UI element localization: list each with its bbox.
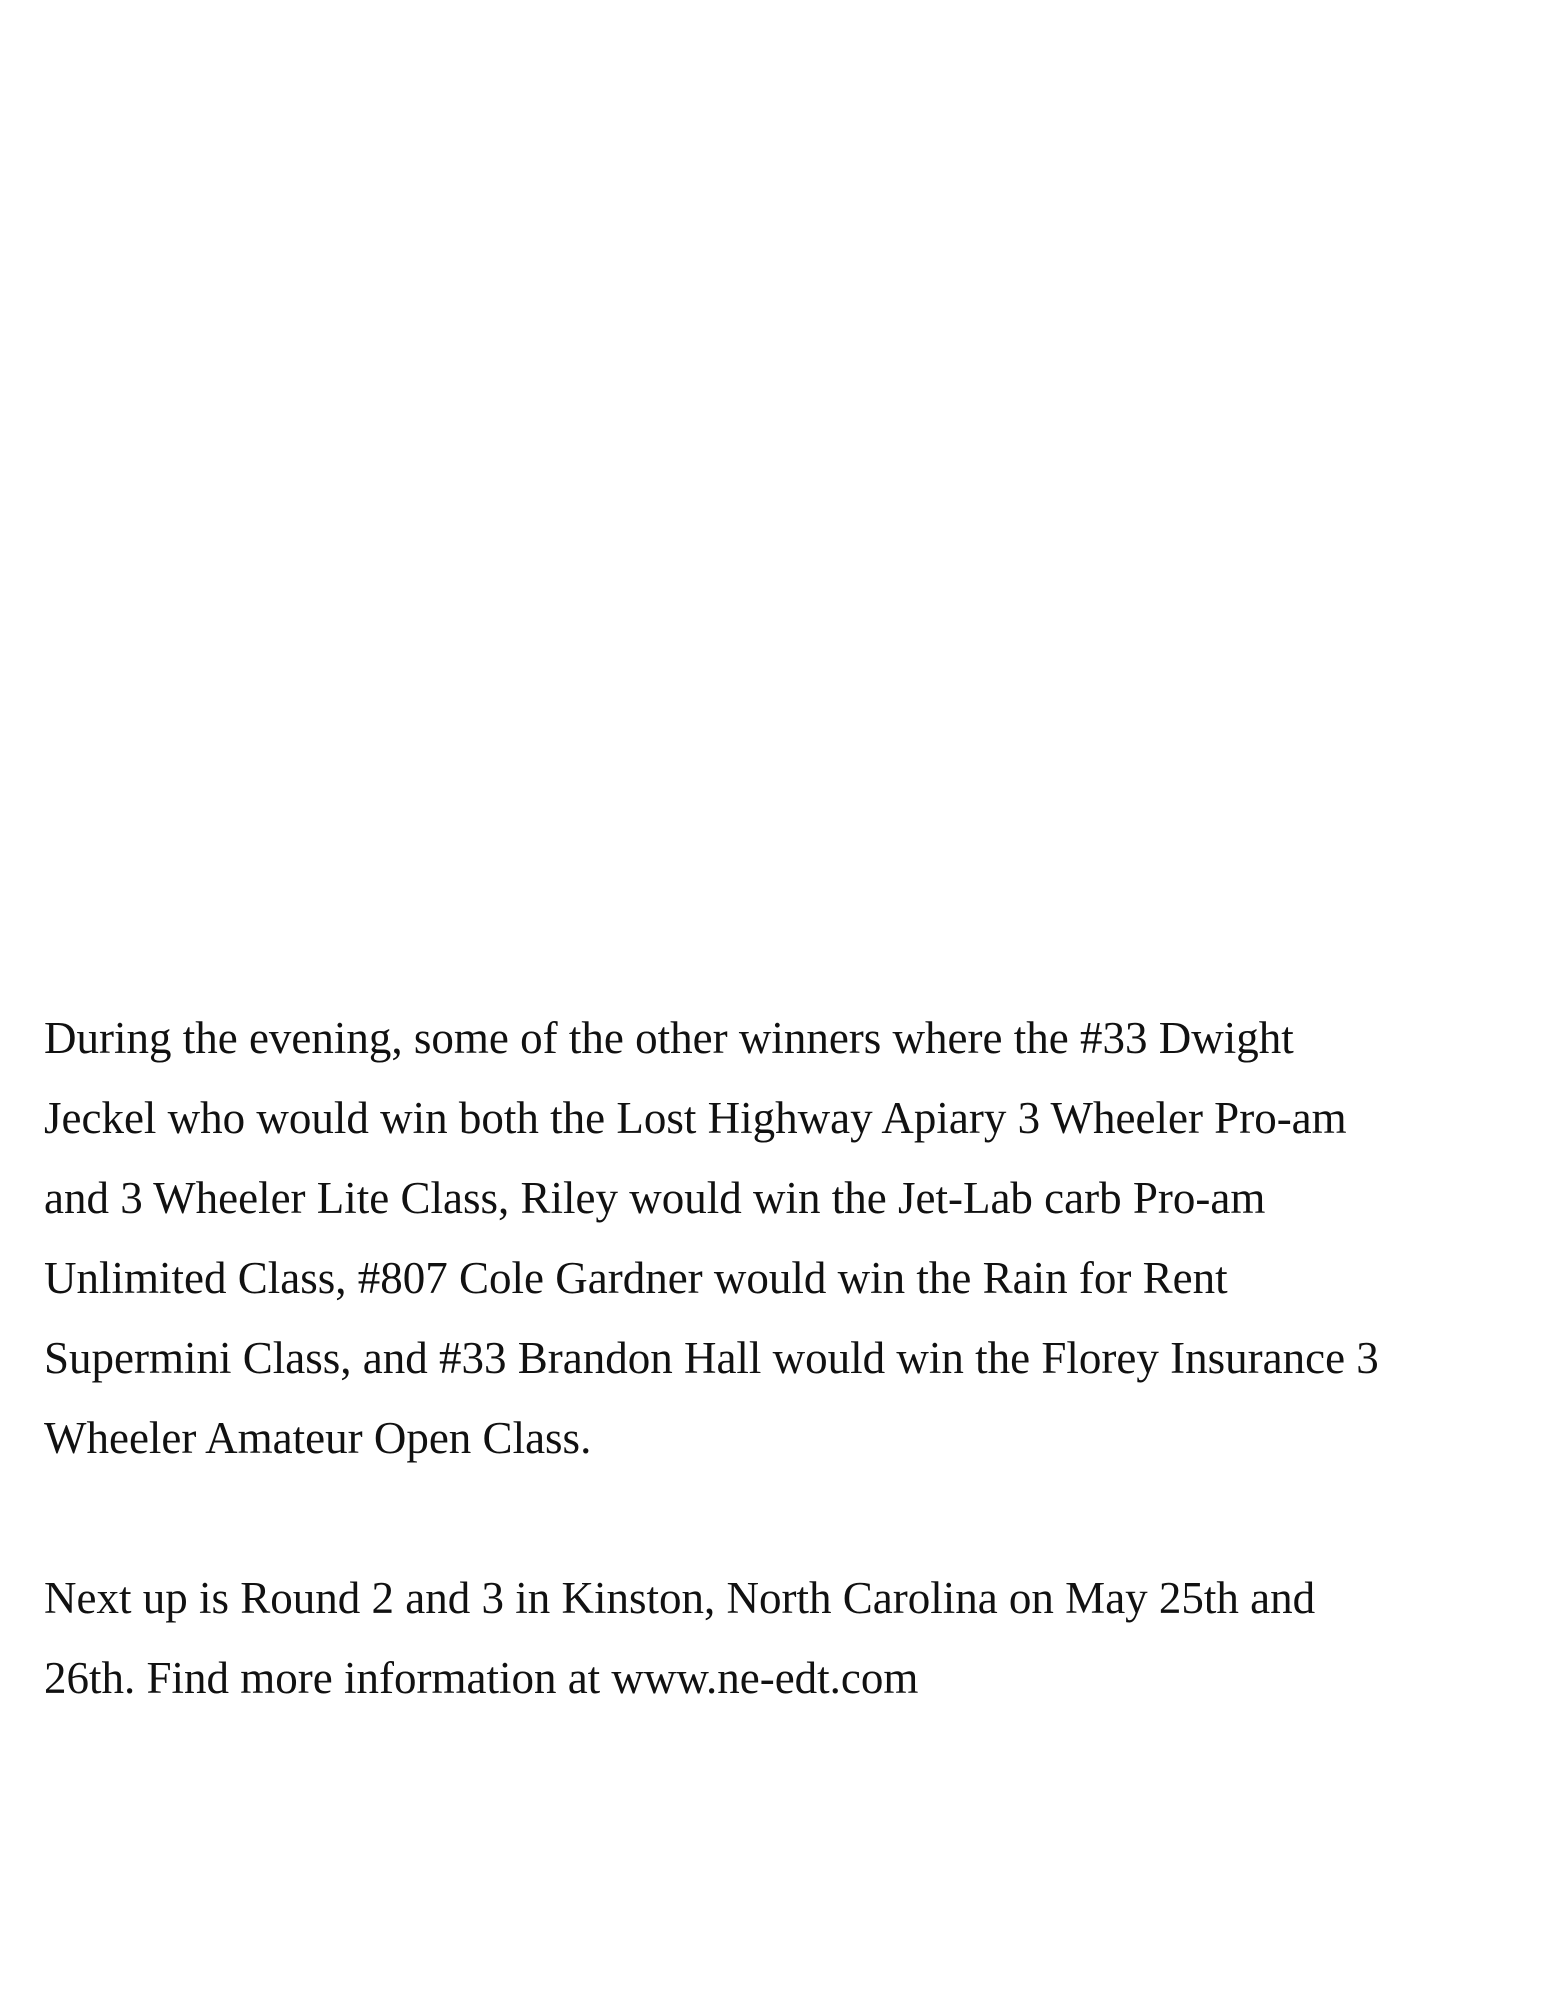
text-line: and 3 Wheeler Lite Class, Riley would win the Jet-Lab carb Pro-am <box>44 1173 1266 1223</box>
text-line: Supermini Class, and #33 Brandon Hall would win the Florey Insurance 3 <box>44 1333 1379 1383</box>
text-line: Next up is Round 2 and 3 in Kinston, North Carolina on May 25th and <box>44 1573 1316 1623</box>
text-line: Unlimited Class, #807 Cole Gardner would win the Rain for Rent <box>44 1253 1228 1303</box>
next-round-paragraph <box>44 1558 1509 1718</box>
text-line: 26th. Find more information at www.ne-edt.com <box>44 1653 919 1703</box>
article-body <box>44 998 1509 1718</box>
text-line: During the evening, some of the other winners where the #33 Dwight <box>44 1013 1294 1063</box>
text-line: Jeckel who would win both the Lost Highway Apiary 3 Wheeler Pro-am <box>44 1093 1347 1143</box>
text-line: Wheeler Amateur Open Class. <box>44 1413 592 1463</box>
winners-paragraph <box>44 998 1509 1478</box>
